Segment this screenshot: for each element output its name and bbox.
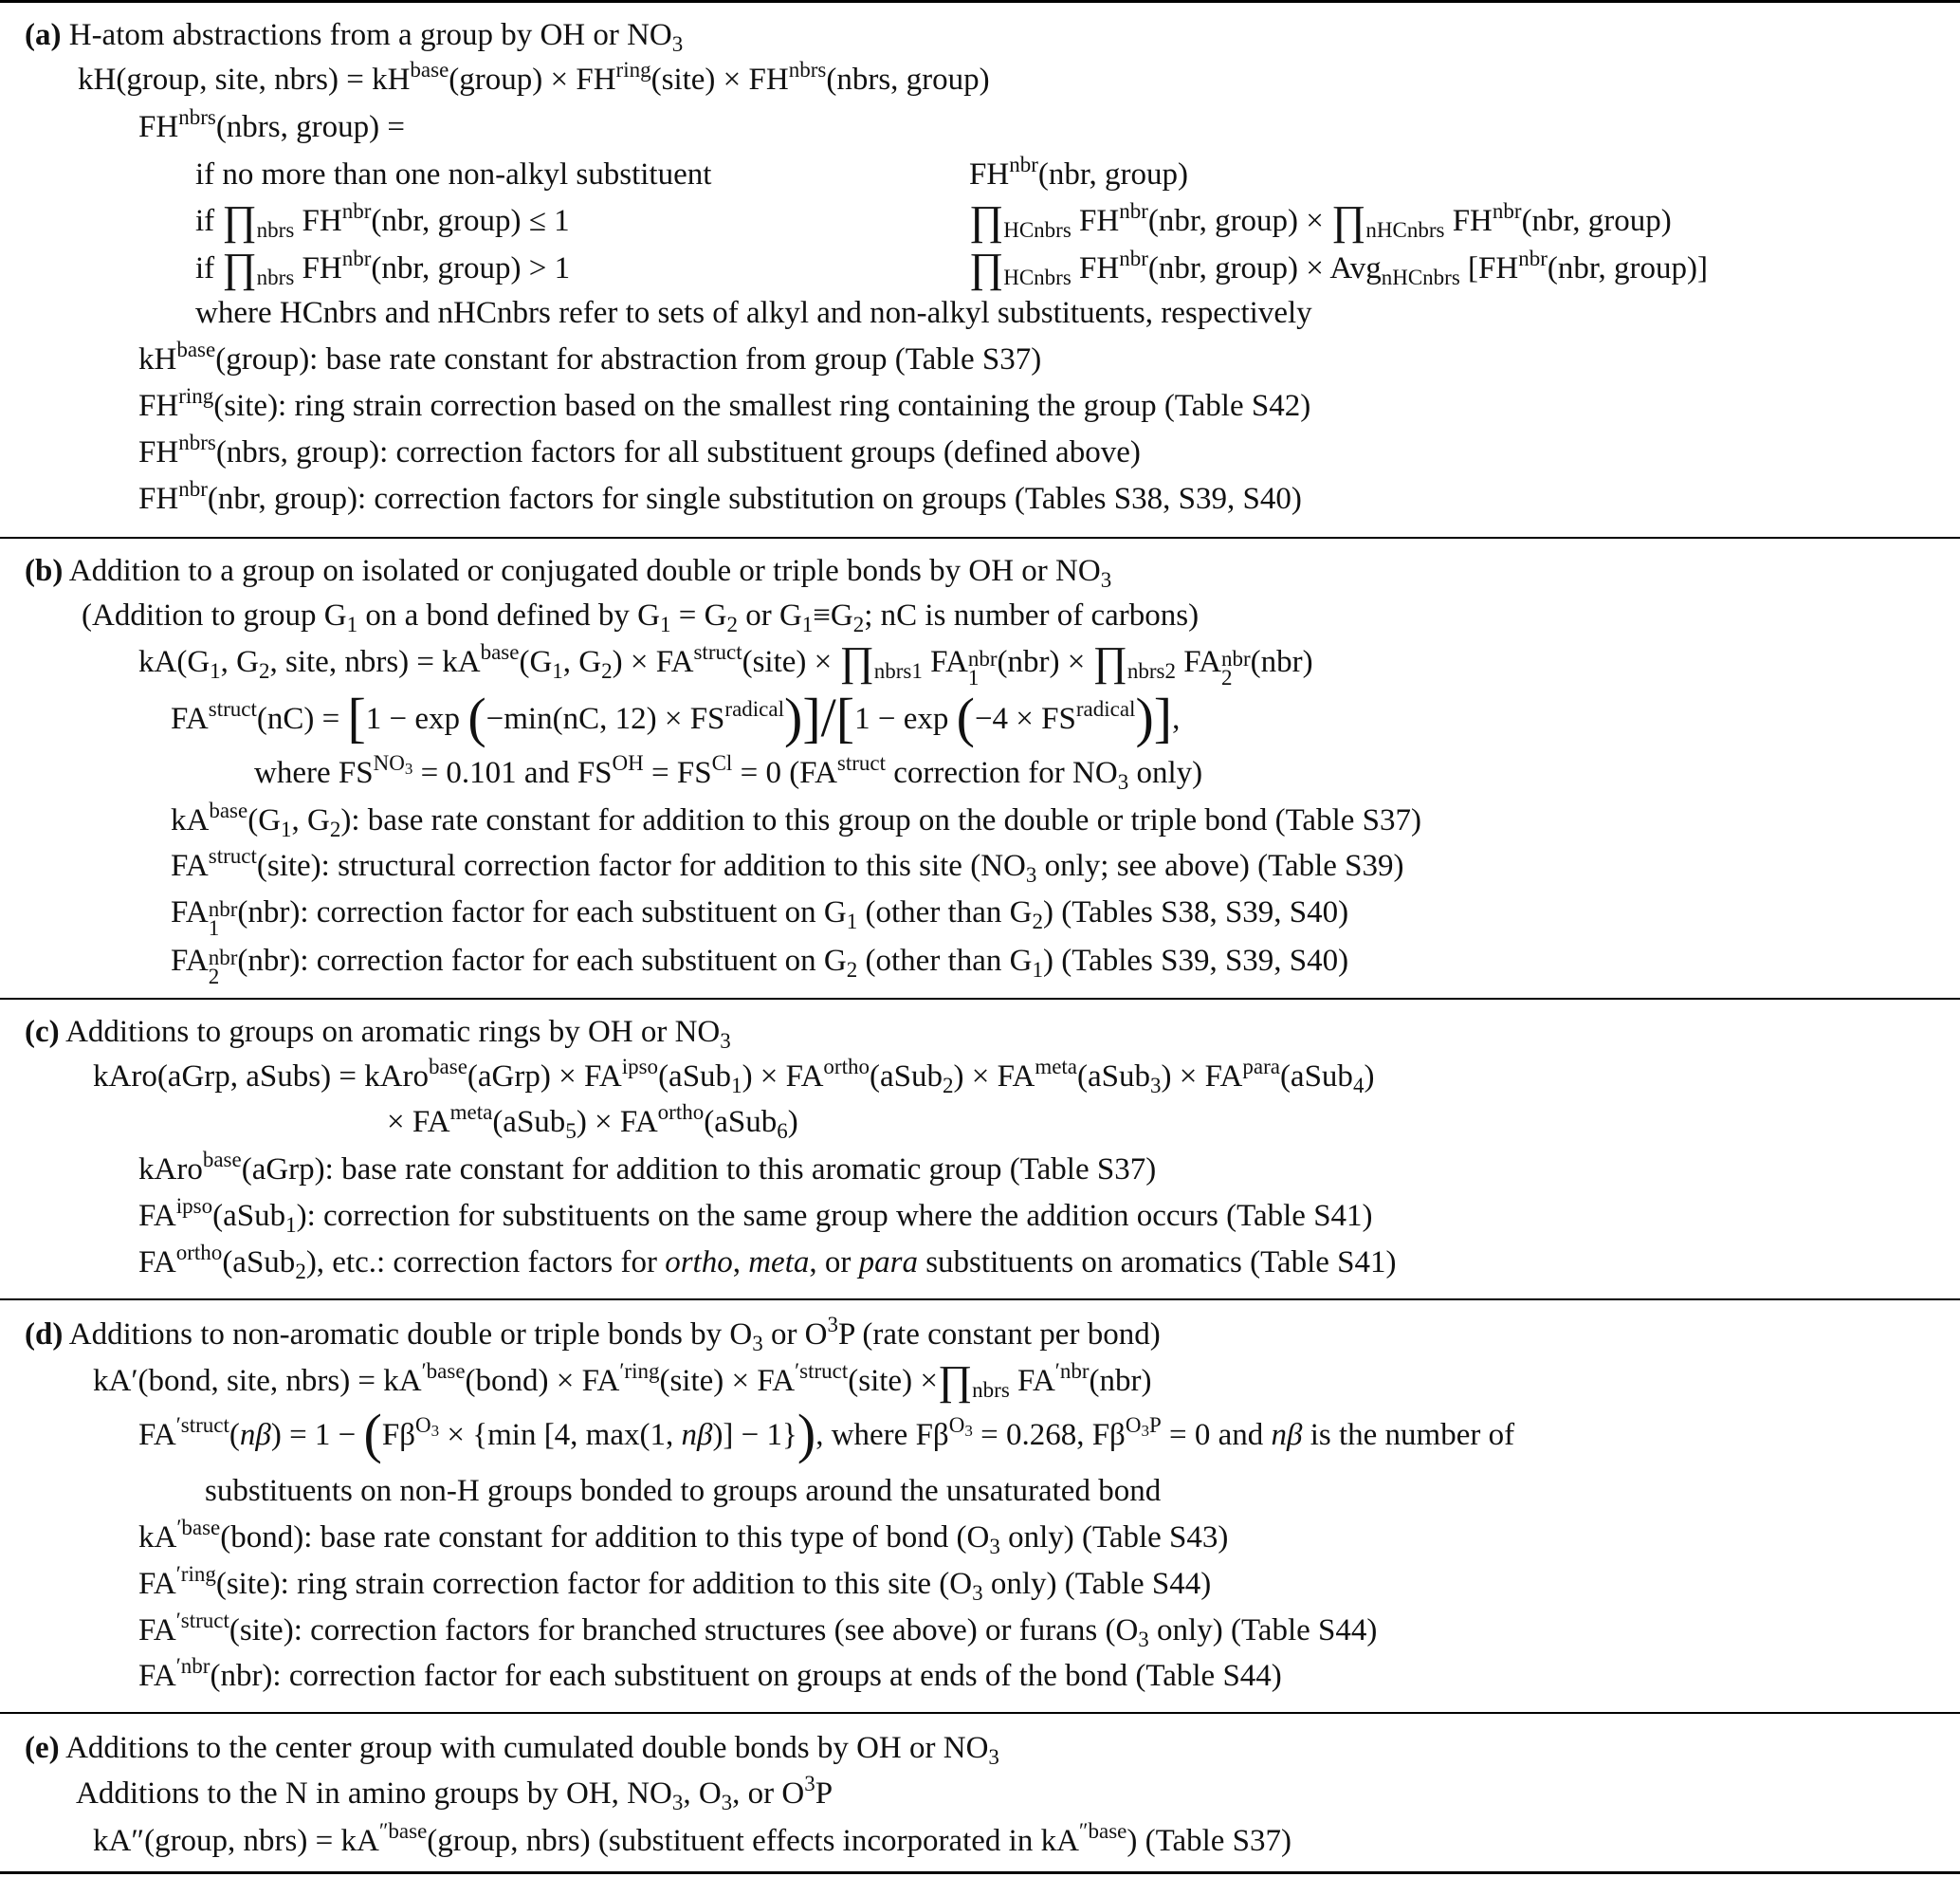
- top-rule: [0, 0, 1960, 3]
- section-a-heading: (a) H-atom abstractions from a group by OH or $NO_3$: [25, 18, 684, 56]
- section-b-where-fs: where $FS^{NO_3} = 0.101$ and $FS^{OH} = FS^{Cl} = 0$ ($FA^{struct}$ correction for $NO_3$ only): [254, 751, 1203, 794]
- section-a-case-3: if $\prod_{nbrs}$ $FH^{nbr}(nbr$, group) > 1: [195, 245, 571, 291]
- section-c-equation-cont: × $FA^{meta}(aSub_5)$ × $FA^{ortho}(aSub_6)$: [387, 1100, 798, 1143]
- section-b-subheading: (Addition to group $G_1$ on a bond defined by $G_1 = G_2$ or $G_1\equiv G_2$; nC is number of carbons): [82, 598, 1200, 636]
- bottom-rule: [0, 1871, 1960, 1874]
- section-a-def-fhnbrs: $FH^{nbrs}(nbrs$, group): correction factors for all substituent groups (defined above): [138, 431, 1141, 469]
- section-b-def-kabase: $kA^{base}(G_1$, $G_2$): base rate constant for addition to this group on the double or triple bond (Table S37): [171, 799, 1421, 841]
- section-c-heading: (c) Additions to groups on aromatic rings by OH or $NO_3$: [25, 1015, 731, 1053]
- section-b-def-fastruct: $FA^{struct}(site)$: structural correction factor for addition to this site ($NO_3$ only; see above) (Table S39): [171, 844, 1404, 887]
- section-b-heading: (b) Addition to a group on isolated or conjugated double or triple bonds by OH or $NO_3$: [25, 554, 1112, 592]
- section-e-equation-kadouble: kA″(group, nbrs) = $kA^{''base}(group$, nbrs) (substituent effects incorporated in $kA^{''base}$) (Table S37): [93, 1819, 1292, 1858]
- section-d-note: substituents on non-H groups bonded to groups around the unsaturated bond: [205, 1474, 1162, 1508]
- section-a-note: where HCnbrs and nHCnbrs refer to sets of alkyl and non-alkyl substituents, respectively: [195, 296, 1312, 330]
- section-b-def-fa1nbr: FA nbr 1 (nbr): correction factor for each substituent on $G_1$ (other than $G_2$) (Tables S38, S39, S40): [171, 895, 1349, 940]
- section-a-case-1-value: $FH^{nbr}(nbr$, group): [969, 153, 1188, 192]
- section-a-def-fhring: $FH^{ring}(site)$: ring strain correction based on the smallest ring containing the group (Table S42): [138, 384, 1311, 423]
- section-c-def-faortho: $FA^{ortho}(aSub_2)$, etc.: correction factors for ortho, meta, or para substituents on aromatics (Table S41): [138, 1241, 1397, 1283]
- section-a-case-2: if $\prod_{nbrs}$ $FH^{nbr}(nbr$, group) ≤ 1: [195, 197, 570, 244]
- section-divider: [0, 998, 1960, 1000]
- section-b-def-fa2nbr: FA nbr 2 (nbr): correction factor for each substituent on $G_2$ (other than $G_1$) (Tables S39, S39, S40): [171, 944, 1349, 988]
- section-e-subheading: Additions to the N in amino groups by OH, $NO_3$, $O_3$, or $O^3P$: [76, 1772, 833, 1814]
- section-a-fhnbrs-def: $FH^{nbrs}(nbrs$, group) =: [138, 105, 405, 144]
- section-divider: [0, 537, 1960, 539]
- section-a-case-2-value: $\prod_{HCnbrs}$ $FH^{nbr}(nbr$, group) × $\prod_{nHCnbrs}$ $FH^{nbr}(nbr$, group): [969, 197, 1672, 244]
- section-c-equation-karo: kAro(aGrp, aSubs) = kAro$^{base}$(aGrp) × $FA^{ipso}(aSub_1)$ × $FA^{ortho}(aSub_2)$ × $FA^{meta}(aSub_3)$ × $FA^{para}(aSub_4)$: [93, 1055, 1375, 1097]
- section-d-equation-kaprime: kA′(bond, site, nbrs) = $kA^{'base}(bond)$ × $FA^{'ring}(site)$ × $FA^{'struct}(site)$ $\times\prod_{nbrs}$ $FA^{'nbr}(nbr)$: [93, 1357, 1152, 1404]
- section-a-def-fhnbr: $FH^{nbr}(nbr$, group): correction factors for single substitution on groups (Tables S38, S39, S40): [138, 477, 1302, 516]
- section-a-case-3-value: $\prod_{HCnbrs}$ $FH^{nbr}(nbr$, group) × Avg$_{nHCnbrs}$ [$FH^{nbr}(nbr$, group)]: [969, 245, 1709, 291]
- section-d-def-fastruct: $FA^{'struct}(site)$: correction factors for branched structures (see above) or furans ($O_3$ only) (Table S44): [138, 1609, 1378, 1651]
- section-e-heading: (e) Additions to the center group with cumulated double bonds by OH or $NO_3$: [25, 1731, 999, 1769]
- section-d-def-fanbr: $FA^{'nbr}(nbr)$: correction factor for each substituent on groups at ends of the bond (Table S44): [138, 1654, 1282, 1693]
- section-divider: [0, 1712, 1960, 1714]
- section-b-equation-ka: $kA(G_1$, $G_2$, site, nbrs) = $kA^{base}(G_1$, $G_2$) × $FA^{struct}(site)$ × $\prod_{nbrs1}$ FA nbr 1 $(nbr) \times \prod_{nbrs2}$ FA nbr 2 (nbr): [138, 638, 1313, 690]
- section-a-def-khbase: $kH^{base}(group)$: base rate constant for abstraction from group (Table S37): [138, 338, 1042, 377]
- section-b-equation-fastruct: $FA^{struct}(nC) = [1 - \exp (-\min(nC$, $12) \times FS^{radical})]/[1 - \exp (-4 \times FS^{radical})]$,: [171, 687, 1181, 748]
- section-a-case-1: if no more than one non-alkyl substituent: [195, 157, 712, 192]
- section-c-def-karobase: kAro$^{base}$(aGrp): base rate constant for addition to this aromatic group (Table S37): [138, 1148, 1157, 1187]
- section-d-heading: (d) Additions to non-aromatic double or triple bonds by $O_3$ or $O^3P$ (rate constant per bond): [25, 1313, 1161, 1355]
- section-d-equation-fastruct: $FA^{'struct}(n\beta) = 1 - (F\beta^{O_3} \times \{\min$ [4, max(1, nβ)] − 1}), where $F\beta^{O_3} = 0.268$, $F\beta^{O_3P} = 0$ and nβ is the number of: [138, 1403, 1515, 1464]
- section-divider: [0, 1298, 1960, 1300]
- section-c-def-faipso: $FA^{ipso}(aSub_1)$: correction for substituents on the same group where the addition occurs (Table S41): [138, 1194, 1373, 1237]
- section-d-def-faring: $FA^{'ring}(site)$: ring strain correction factor for addition to this site ($O_3$ only) (Table S44): [138, 1562, 1212, 1605]
- section-a-equation-kh: kH(group, site, nbrs) = $kH^{base}(group)$ × $FH^{ring}(site)$ × $FH^{nbrs}(nbrs$, group): [78, 58, 990, 97]
- section-d-def-kabase: $kA^{'base}(bond)$: base rate constant for addition to this type of bond ($O_3$ only) (Table S43): [138, 1516, 1229, 1558]
